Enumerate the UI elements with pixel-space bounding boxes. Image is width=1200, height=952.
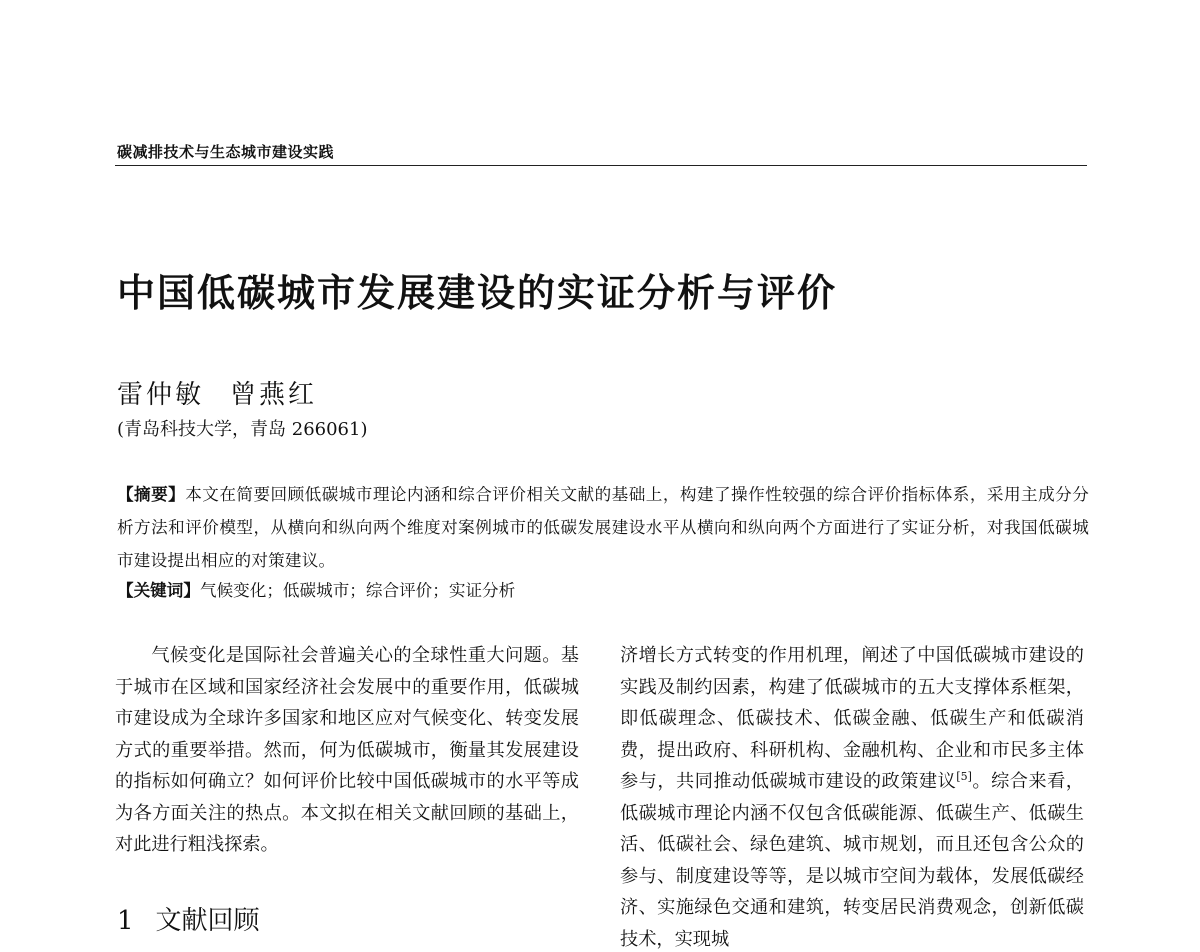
body-paragraph xyxy=(620,640,1084,952)
body-column-right xyxy=(620,640,1084,952)
author-list xyxy=(117,374,317,411)
paper-title: 中国低碳城市发展建设的实证分析与评价 xyxy=(117,271,838,315)
header-rule xyxy=(115,165,1087,166)
section-heading xyxy=(117,900,260,937)
body-text: 。综合来看，低碳城市理论内涵不仅包含低碳能源、低碳生产、低碳生活、低碳社会、绿色建筑、城市规划，而且还包含公众的参与、制度建设等等，是以城市空间为载体，发展低碳经济、实施绿色交通和建筑，转变居民消费观念，创新低碳技术，实现城 xyxy=(620,771,1084,950)
author-name: 曾燕红 xyxy=(230,380,318,410)
body-text: 济增长方式转变的作用机理，阐述了中国低碳城市建设的实践及制约因素，构建了低碳城市的五大支撑体系框架，即低碳理念、低碳技术、低碳金融、低碳生产和低碳消费，提出政府、科研机构、金融机构、企业和市民多主体参与，共同推动低碳城市建设的政策建议 xyxy=(620,645,1084,792)
abstract-text: 本文在简要回顾低碳城市理论内涵和综合评价相关文献的基础上，构建了操作性较强的综合评价指标体系，采用主成分分析方法和评价模型，从横向和纵向两个维度对案例城市的低碳发展建设水平从横向和纵向两个方面进行了实证分析，对我国低碳城市建设提出相应的对策建议。 xyxy=(117,485,1089,570)
abstract xyxy=(117,478,1089,577)
running-head: 碳减排技术与生态城市建设实践 xyxy=(117,143,335,161)
keywords xyxy=(117,579,1089,603)
body-paragraph: 气候变化是国际社会普遍关心的全球性重大问题。基于城市在区域和国家经济社会发展中的重要作用，低碳城市建设成为全球许多国家和地区应对气候变化、转变发展方式的重要举措。然而，何为低碳城市，衡量其发展建设的指标如何确立？如何评价比较中国低碳城市的水平等成为各方面关注的热点。本文拟在相关文献回顾的基础上，对此进行粗浅探索。 xyxy=(115,645,579,855)
affiliation: (青岛科技大学，青岛 266061) xyxy=(117,419,368,440)
keywords-label: 【关键词】 xyxy=(117,581,200,600)
keywords-text: 气候变化；低碳城市；综合评价；实证分析 xyxy=(199,581,516,600)
section-title: 文献回顾 xyxy=(155,906,260,936)
body-column-left xyxy=(115,640,579,861)
section-number: 1 xyxy=(117,906,134,936)
author-name: 雷仲敏 xyxy=(117,380,205,410)
abstract-label: 【摘要】 xyxy=(117,485,186,504)
citation-ref: [5] xyxy=(956,769,972,783)
